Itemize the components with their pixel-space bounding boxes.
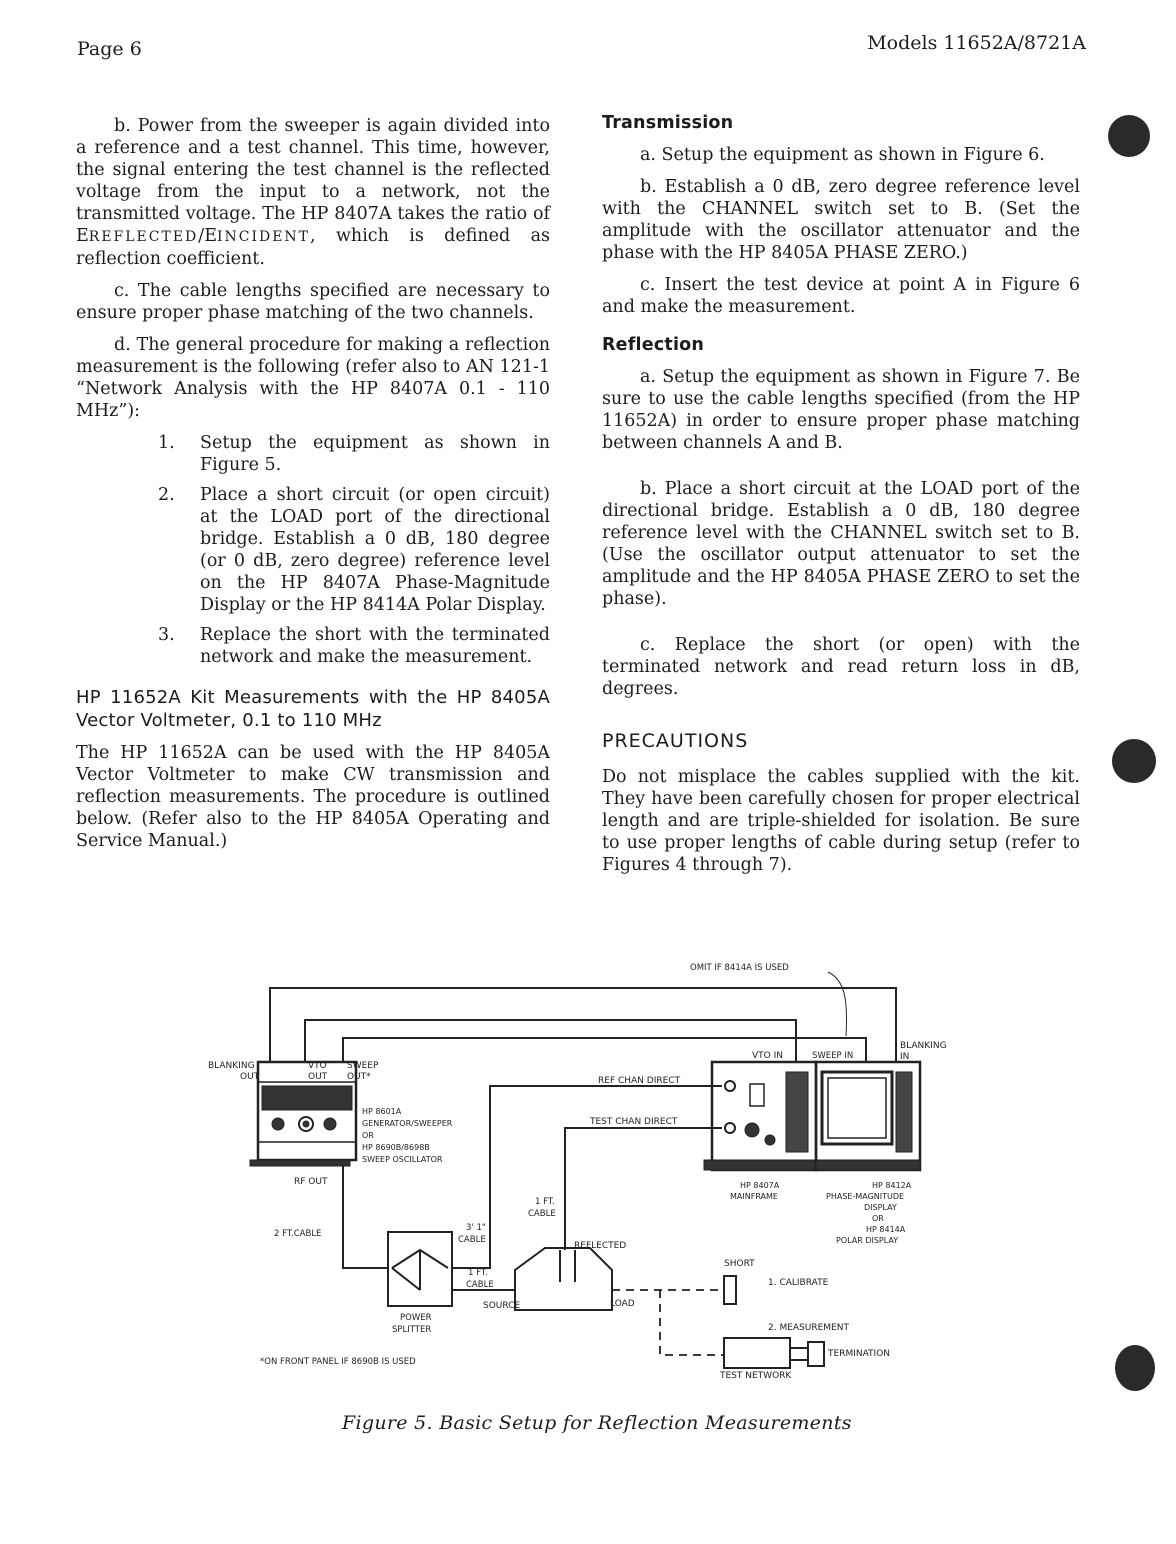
- test-network-label: TEST NETWORK: [720, 1371, 792, 1381]
- footnote: *ON FRONT PANEL IF 8690B IS USED: [260, 1357, 416, 1367]
- vto-out-label: OUT: [308, 1072, 328, 1082]
- procedure-steps: [76, 432, 550, 668]
- termination-label: TERMINATION: [828, 1349, 891, 1359]
- hp-8412a-display: [816, 1062, 920, 1170]
- generator-sweeper: [250, 1062, 356, 1166]
- splitter-label: POWER: [400, 1313, 432, 1323]
- model-numbers: Models 11652A/8721A: [867, 32, 1086, 54]
- measure-path: [660, 1290, 724, 1355]
- vto-in-label: VTO IN: [752, 1051, 783, 1061]
- step-item: 2. Place a short circuit (or open circuit) at the LOAD port of the directional bridge. Establish a 0 dB, 180 degree (or 0 dB, zero degree) reference level on the HP 8407A Phase-Magnitude Display or the HP 8414A Polar Display.: [158, 485, 550, 615]
- power-splitter: [388, 1232, 452, 1306]
- directional-bridge: [515, 1248, 612, 1310]
- ref-chan-label: REF CHAN DIRECT: [598, 1076, 681, 1086]
- omit-label: OMIT IF 8414A IS USED: [690, 963, 789, 973]
- page-number: Page 6: [77, 38, 142, 60]
- blanking-in-label: IN: [900, 1052, 910, 1062]
- termination-box: [790, 1348, 808, 1360]
- display-label: HP 8412A: [872, 1181, 912, 1190]
- blanking-out-label: OUT: [240, 1072, 260, 1082]
- one-ft-cable-label: CABLE: [466, 1280, 494, 1290]
- load-label: LOAD: [610, 1299, 635, 1309]
- display-label: OR: [872, 1214, 884, 1223]
- measurement-label: 2. MEASUREMENT: [768, 1323, 849, 1333]
- sweep-out-label: OUT*: [347, 1072, 371, 1082]
- two-ft-cable-label: 2 FT.CABLE: [274, 1229, 322, 1239]
- mainframe-label: HP 8407A: [740, 1181, 780, 1190]
- step-item: 1. Setup the equipment as shown in Figure 5.: [158, 433, 550, 475]
- step-item: 3. Replace the short with the terminated network and make the measurement.: [158, 625, 550, 667]
- generator-label: GENERATOR/SWEEPER: [362, 1119, 453, 1128]
- blanking-out-label: BLANKING: [208, 1061, 255, 1071]
- binder-hole: [1108, 115, 1150, 157]
- vto-out-label: VTO: [308, 1061, 327, 1071]
- sweep-out-label: SWEEP: [347, 1061, 379, 1071]
- three-ft-cable-label: CABLE: [458, 1235, 486, 1245]
- blanking-in-label: BLANKING: [900, 1041, 947, 1051]
- generator-label: SWEEP OSCILLATOR: [362, 1155, 443, 1164]
- vto-cable: [305, 1020, 796, 1062]
- rf-out-label: RF OUT: [294, 1177, 328, 1187]
- reflected-label: REFLECTED: [574, 1241, 627, 1251]
- omit-arrow: [828, 972, 847, 1036]
- generator-label: OR: [362, 1131, 374, 1140]
- test-chan-label: TEST CHAN DIRECT: [590, 1117, 678, 1127]
- reflection-c: c. Replace the short (or open) with the terminated network and read return loss in dB, degrees.: [602, 635, 1080, 699]
- generator-label: HP 8690B/8698B: [362, 1143, 430, 1152]
- kit-paragraph: The HP 11652A can be used with the HP 8405A Vector Voltmeter to make CW transmission and reflection measurements. The procedure is outlined below. (Refer also to the HP 8405A Operating and Service Manual.): [76, 743, 550, 851]
- rf-out-cable: [343, 1160, 388, 1268]
- short-label: SHORT: [724, 1259, 755, 1269]
- reflection-a: a. Setup the equipment as shown in Figure 7. Be sure to use the cable lengths specified (from the HP 11652A) in order to ensure proper phase matching between channels A and B.: [602, 367, 1080, 453]
- reflection-b: b. Place a short circuit at the LOAD port of the directional bridge. Establish a 0 dB, 180 degree reference level with the CHANNEL switch set to B. (Use the oscillator output attenuator to set the amplitude and the HP 8405A PHASE ZERO to set the phase).: [602, 479, 1080, 609]
- one-ft-cable-label: CABLE: [528, 1209, 556, 1219]
- right-column: [602, 112, 1080, 886]
- binder-hole: [1112, 739, 1156, 783]
- precautions-heading: PRECAUTIONS: [602, 730, 749, 752]
- display-label: HP 8414A: [866, 1225, 906, 1234]
- figure-caption: Figure 5. Basic Setup for Reflection Measurements: [342, 1412, 852, 1434]
- short-connector: [724, 1276, 736, 1304]
- calibrate-label: 1. CALIBRATE: [768, 1278, 829, 1288]
- display-label: PHASE-MAGNITUDE: [826, 1192, 905, 1201]
- reflection-setup-diagram: [0, 955, 1176, 1395]
- hp-8407a-mainframe: [704, 1062, 824, 1170]
- sweep-cable: [343, 1038, 866, 1062]
- one-ft-cable-label: 1 FT.: [535, 1197, 555, 1207]
- paragraph-d: d. The general procedure for making a reflection measurement is the following (refer also to AN 121-1 “Network Analysis with the HP 8407A 0.1 - 110 MHz”):: [76, 335, 550, 421]
- display-label: POLAR DISPLAY: [836, 1236, 899, 1245]
- kit-heading: HP 11652A Kit Measurements with the HP 8405A Vector Voltmeter, 0.1 to 110 MHz: [76, 687, 550, 731]
- transmission-b: b. Establish a 0 dB, zero degree reference level with the CHANNEL switch set to B. (Set the amplitude with the oscillator attenuator and the phase with the HP 8405A PHASE ZERO.): [602, 177, 1080, 263]
- transmission-heading: Transmission: [602, 113, 734, 133]
- mainframe-label: MAINFRAME: [730, 1192, 778, 1201]
- blanking-cable: [270, 988, 896, 1062]
- left-column: [76, 115, 550, 862]
- transmission-a: a. Setup the equipment as shown in Figure 6.: [640, 145, 1045, 165]
- source-label: SOURCE: [483, 1301, 521, 1311]
- splitter-label: SPLITTER: [392, 1325, 432, 1335]
- one-ft-cable-label: 1 FT.: [468, 1268, 488, 1278]
- precautions-paragraph: Do not misplace the cables supplied with the kit. They have been carefully chosen for proper electrical length and are triple-shielded for isolation. Be sure to use proper lengths of cable during setup (refer to Figures 4 through 7).: [602, 767, 1080, 875]
- display-label: DISPLAY: [864, 1203, 897, 1212]
- paragraph-c: c. The cable lengths specified are necessary to ensure proper phase matching of the two channels.: [76, 281, 550, 323]
- three-ft-cable-label: 3' 1": [466, 1223, 486, 1233]
- test-network-box: [724, 1338, 790, 1368]
- transmission-c: c. Insert the test device at point A in Figure 6 and make the measurement.: [602, 275, 1080, 317]
- generator-label: HP 8601A: [362, 1107, 402, 1116]
- paragraph-b: b. Power from the sweeper is again divided into a reference and a test channel. This time, however, the signal entering the test channel is the reflected voltage from the input to a network, not the transmitted voltage. The HP 8407A takes the ratio of EREFLECTED/EINCIDENT, which is defined as reflection coefficient.: [76, 116, 550, 269]
- reflection-heading: Reflection: [602, 335, 705, 355]
- test-chan-cable: [565, 1128, 722, 1250]
- sweep-in-label: SWEEP IN: [812, 1051, 854, 1061]
- termination-box: [808, 1342, 824, 1366]
